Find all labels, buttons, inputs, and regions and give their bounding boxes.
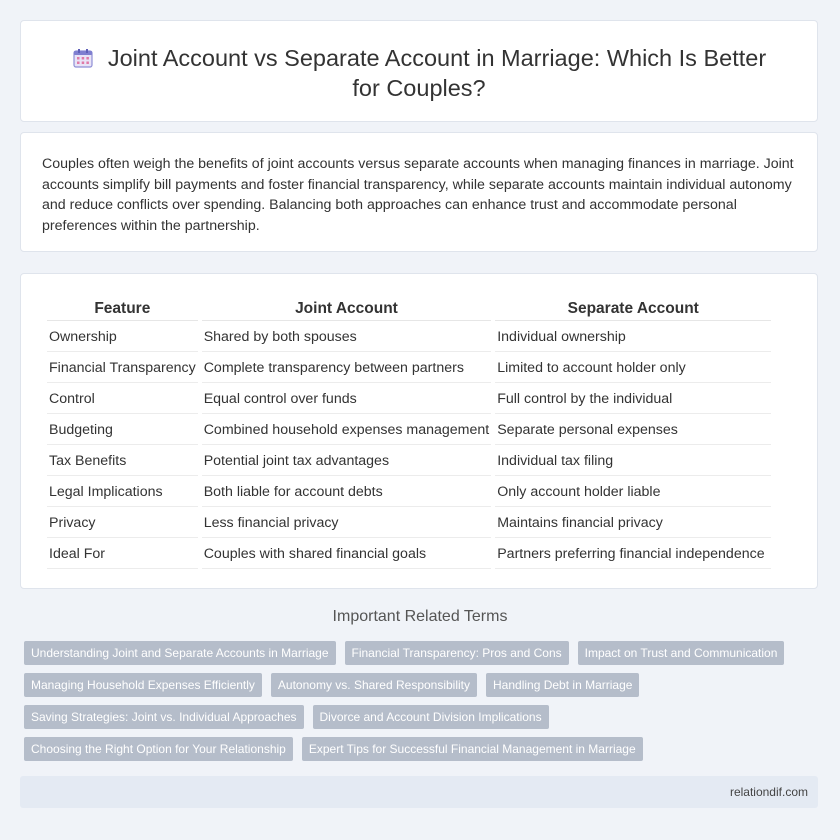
table-cell: Financial Transparency [47, 354, 198, 383]
table-cell: Maintains financial privacy [495, 509, 771, 538]
table-row [47, 447, 771, 476]
tag-row [24, 737, 814, 761]
column-header-separate: Separate Account [495, 298, 771, 321]
related-term-tag[interactable]: Handling Debt in Marriage [486, 673, 639, 697]
table-cell: Tax Benefits [47, 447, 198, 476]
table-cell: Ownership [47, 323, 198, 352]
related-terms-heading: Important Related Terms [332, 608, 508, 625]
related-term-tag[interactable]: Saving Strategies: Joint vs. Individual Approaches [24, 705, 304, 729]
page-title: Joint Account vs Separate Account in Marriage: Which Is Better for Couples? [107, 45, 767, 101]
table-cell: Budgeting [47, 416, 198, 445]
related-term-tag[interactable]: Managing Household Expenses Efficiently [24, 673, 262, 697]
related-term-tag[interactable]: Impact on Trust and Communication [578, 641, 785, 665]
table-header-row [47, 298, 771, 321]
table-row [47, 354, 771, 383]
related-term-tag[interactable]: Financial Transparency: Pros and Cons [345, 641, 569, 665]
column-header-feature: Feature [47, 298, 198, 321]
table-cell: Both liable for account debts [202, 478, 492, 507]
table-cell: Potential joint tax advantages [202, 447, 492, 476]
table-cell: Privacy [47, 509, 198, 538]
related-term-tag[interactable]: Autonomy vs. Shared Responsibility [271, 673, 477, 697]
table-cell: Full control by the individual [495, 385, 771, 414]
table-cell: Separate personal expenses [495, 416, 771, 445]
related-term-tag[interactable]: Divorce and Account Division Implications [313, 705, 549, 729]
table-row [47, 385, 771, 414]
table-cell: Shared by both spouses [202, 323, 492, 352]
related-term-tag[interactable]: Choosing the Right Option for Your Relationship [24, 737, 293, 761]
tag-row [24, 673, 814, 697]
page-title-wrap [21, 43, 817, 103]
intro-card [20, 132, 818, 252]
related-term-tag[interactable]: Understanding Joint and Separate Accounts in Marriage [24, 641, 336, 665]
tag-row [24, 705, 814, 729]
table-cell: Partners preferring financial independence [495, 540, 771, 569]
table-cell: Complete transparency between partners [202, 354, 492, 383]
title-card [20, 20, 818, 122]
related-terms-list [24, 641, 814, 769]
table-cell: Only account holder liable [495, 478, 771, 507]
table-cell: Legal Implications [47, 478, 198, 507]
table-cell: Combined household expenses management [202, 416, 492, 445]
calendar-icon [72, 47, 94, 69]
column-header-joint: Joint Account [202, 298, 492, 321]
intro-paragraph: Couples often weigh the benefits of joint accounts versus separate accounts when managing finances in marriage. Joint accounts simplify bill payments and foster financial transparency, while separate accounts maintain individual autonomy and reduce conflicts over spending. Balancing both approaches can enhance trust and accommodate personal preferences within the partnership. [42, 156, 794, 234]
table-row [47, 509, 771, 538]
table-cell: Couples with shared financial goals [202, 540, 492, 569]
table-cell: Individual ownership [495, 323, 771, 352]
table-cell: Individual tax filing [495, 447, 771, 476]
table-row [47, 416, 771, 445]
related-term-tag[interactable]: Expert Tips for Successful Financial Management in Marriage [302, 737, 643, 761]
footer [20, 776, 818, 808]
table-cell: Equal control over funds [202, 385, 492, 414]
table-cell: Limited to account holder only [495, 354, 771, 383]
comparison-table [43, 296, 775, 571]
table-cell: Less financial privacy [202, 509, 492, 538]
table-cell: Ideal For [47, 540, 198, 569]
table-cell: Control [47, 385, 198, 414]
comparison-card [20, 273, 818, 589]
table-row [47, 478, 771, 507]
footer-site-link[interactable]: relationdif.com [729, 785, 808, 799]
tag-row [24, 641, 814, 665]
table-row [47, 540, 771, 569]
table-row [47, 323, 771, 352]
